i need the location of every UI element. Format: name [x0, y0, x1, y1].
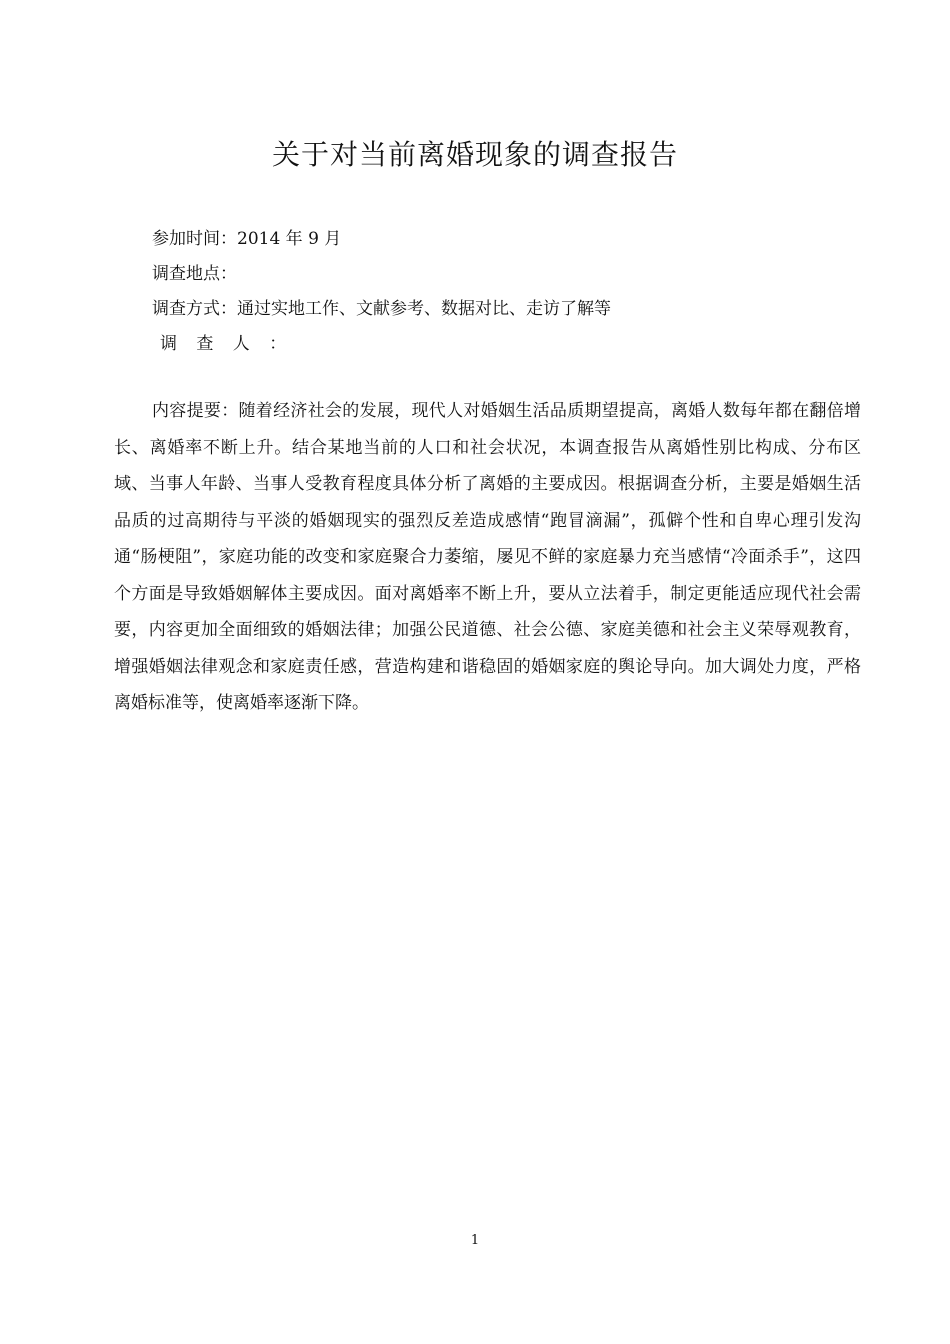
meta-time-label: 参加时间：: [152, 229, 237, 249]
meta-investigator-label: 调 查 人 ：: [160, 334, 294, 354]
report-meta: [152, 222, 852, 362]
meta-location: [152, 257, 852, 292]
meta-time: [152, 222, 852, 257]
meta-time-value: 2014 年 9 月: [237, 229, 342, 249]
meta-method-label: 调查方式：: [152, 299, 237, 319]
document-title: 关于对当前离婚现象的调查报告: [271, 138, 678, 171]
abstract-paragraph: 内容提要：随着经济社会的发展，现代人对婚姻生活品质期望提高，离婚人数每年都在翻倍增长、离婚率不断上升。结合某地当前的人口和社会状况，本调查报告从离婚性别比构成、分布区域、当事人年龄、当事人受教育程度具体分析了离婚的主要成因。根据调查分析，主要是婚姻生活品质的过高期待与平淡的婚姻现实的强烈反差造成感情“跑冒滴漏”，孤僻个性和自卑心理引发沟通“肠梗阻”，家庭功能的改变和家庭聚合力萎缩，屡见不鲜的家庭暴力充当感情“冷面杀手”，这四个方面是导致婚姻解体主要成因。面对离婚率不断上升，要从立法着手，制定更能适应现代社会需要，内容更加全面细致的婚姻法律；加强公民道德、社会公德、家庭美德和社会主义荣辱观教育，增强婚姻法律观念和家庭责任感，营造构建和谐稳固的婚姻家庭的舆论导向。加大调处力度，严格离婚标准等，使离婚率逐渐下降。: [114, 401, 861, 713]
meta-method: [152, 292, 852, 327]
meta-investigator: [152, 327, 852, 362]
page-number: 1: [470, 1233, 480, 1248]
meta-location-label: 调查地点：: [152, 264, 237, 284]
meta-method-value: 通过实地工作、文献参考、数据对比、走访了解等: [237, 299, 611, 319]
